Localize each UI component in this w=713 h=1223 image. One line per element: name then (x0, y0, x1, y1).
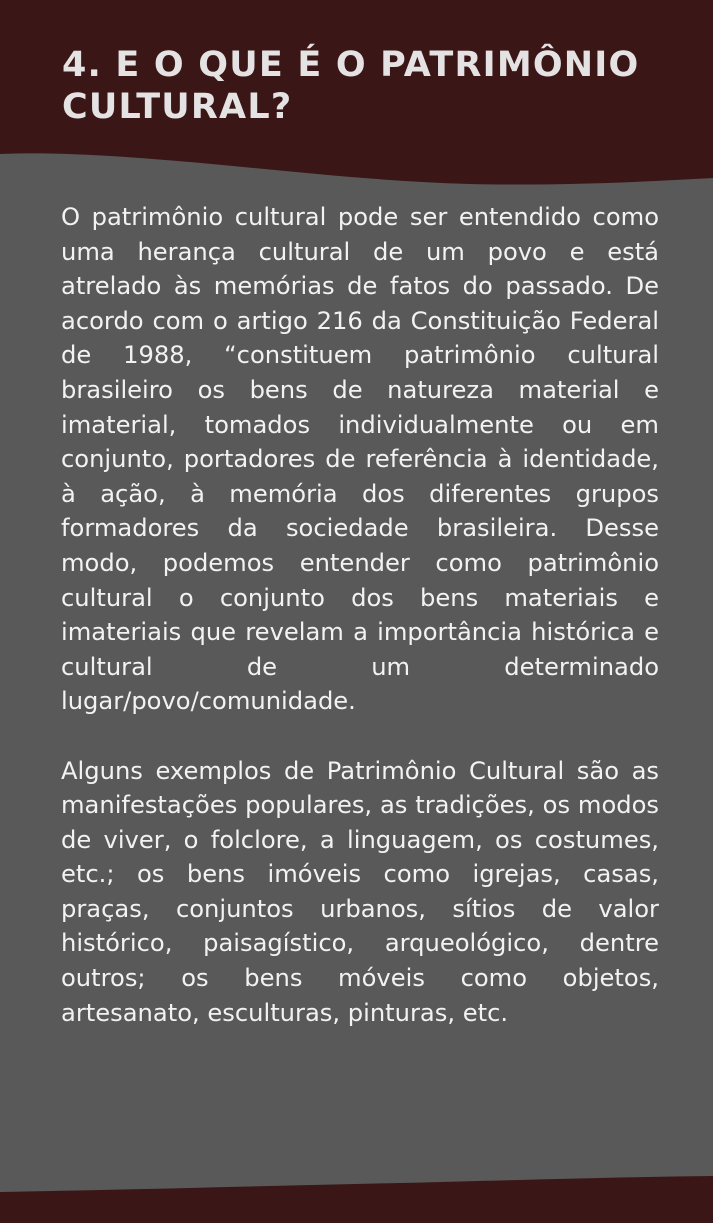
page-title: 4. E O QUE É O PATRIMÔNIO CULTURAL? (62, 45, 640, 127)
paragraph-definition: O patrimônio cultural pode ser entendido como uma herança cultural de um povo e está atrelado às memórias de fatos do passado. De acordo com o artigo 216 da Constituição Federal de 1988, “constituem patrimônio cultural brasileiro os bens de natureza material e imaterial, tomados individualmente ou em conjunto, portadores de referência à identidade, à ação, à memória dos diferentes grupos formadores da sociedade brasileira. Desse modo, podemos entender como patrimônio cultural o conjunto dos bens materiais e imateriais que revelam a importância histórica e cultural de um determinado lugar/povo/comunidade. (61, 203, 659, 716)
body-text (61, 200, 659, 1030)
footer-band (0, 1150, 713, 1223)
footer-wave-shape (0, 1150, 713, 1223)
paragraph-examples: Alguns exemplos de Patrimônio Cultural são as manifestações populares, as tradições, os modos de viver, o folclore, a linguagem, os costumes, etc.; os bens imóveis como igrejas, casas, praças, conjuntos urbanos, sítios de valor histórico, paisagístico, arqueológico, dentre outros; os bens móveis como objetos, artesanato, esculturas, pinturas, etc. (61, 756, 659, 1027)
